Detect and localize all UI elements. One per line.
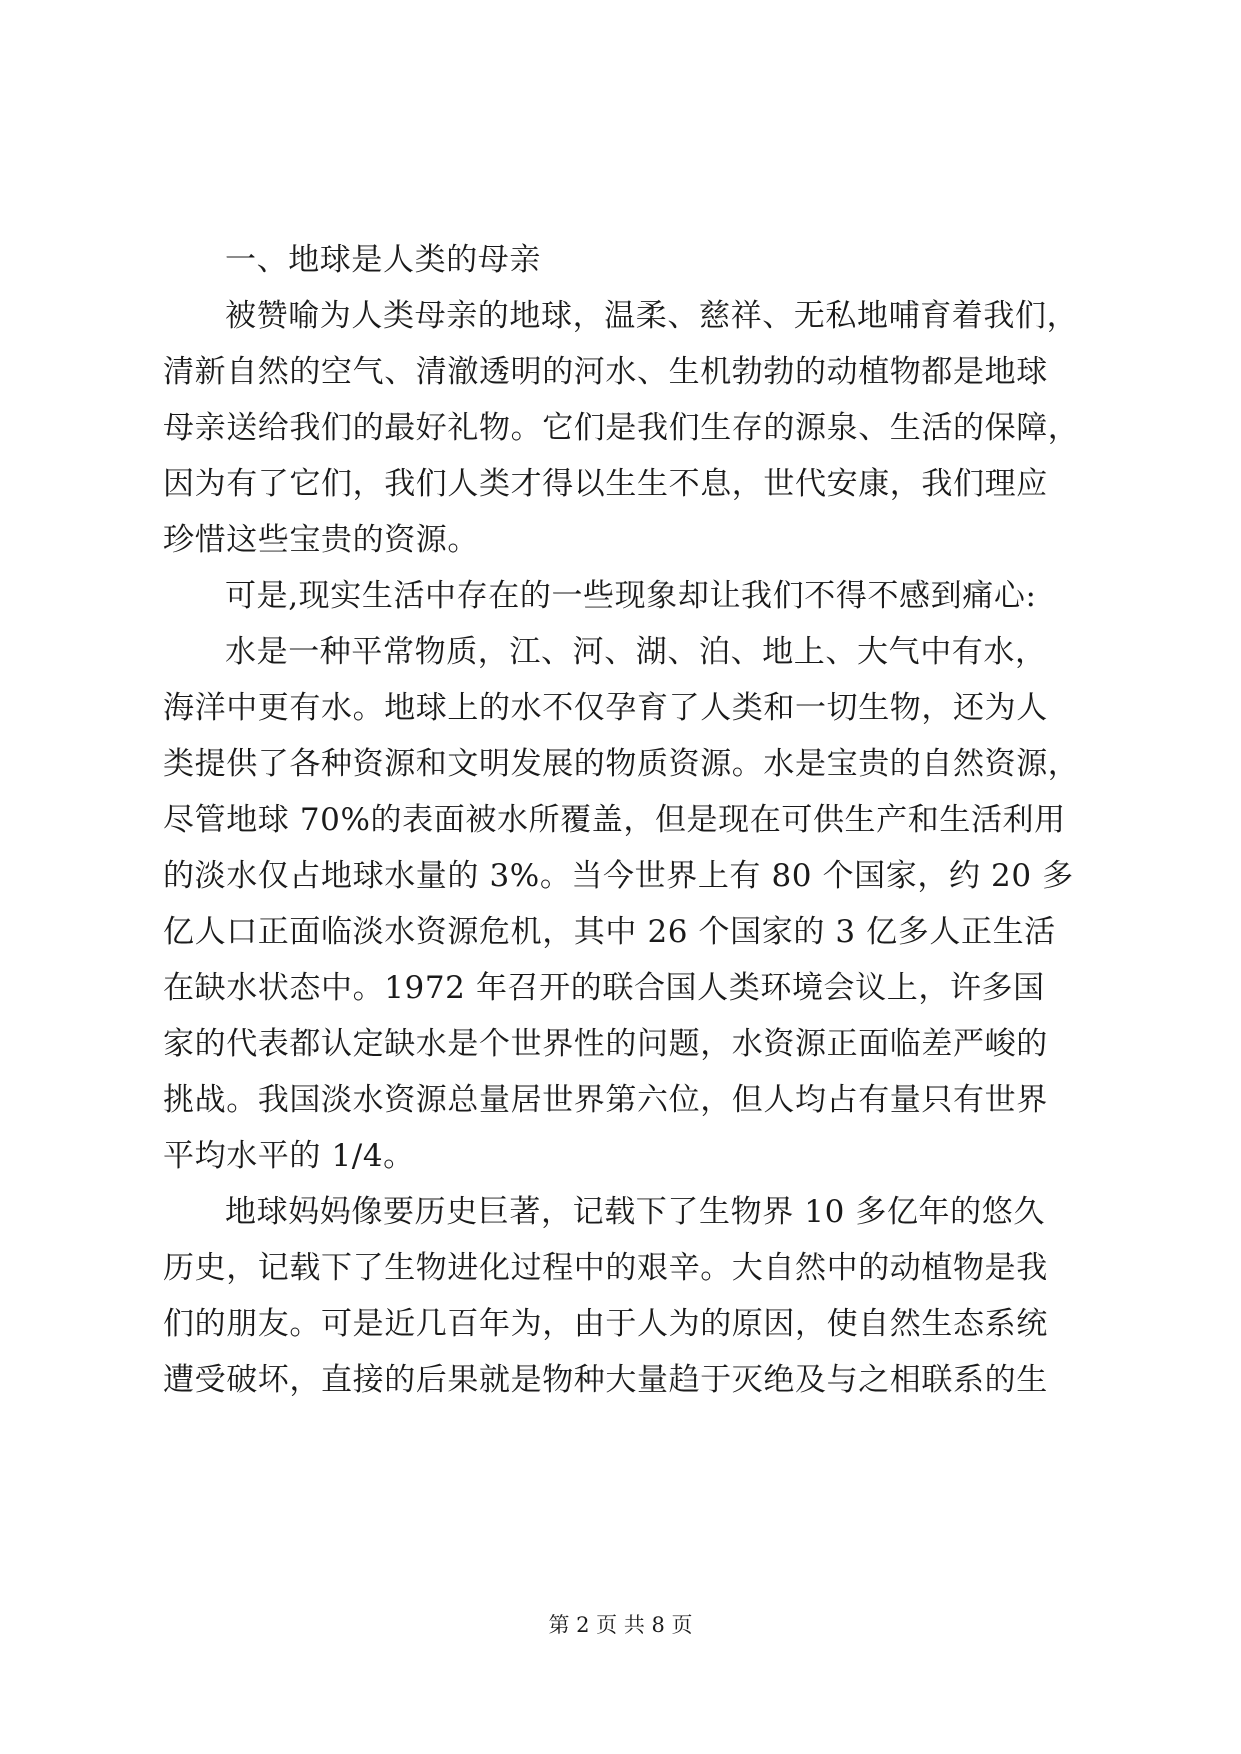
text-line: 地球妈妈像要历史巨著，记载下了生物界 10 多亿年的悠久	[225, 1194, 1045, 1230]
text-line: 历史，记载下了生物进化过程中的艰辛。大自然中的动植物是我	[163, 1250, 1048, 1286]
text-line: 水是一种平常物质，江、河、湖、泊、地上、大气中有水，	[225, 634, 1047, 670]
text-line: 可是,现实生活中存在的一些现象却让我们不得不感到痛心:	[225, 578, 1037, 614]
paragraph-biology	[163, 1184, 1081, 1408]
text-line: 们的朋友。可是近几百年为，由于人为的原因，使自然生态系统	[163, 1306, 1048, 1342]
text-line: 清新自然的空气、清澈透明的河水、生机勃勃的动植物都是地球	[163, 354, 1048, 390]
page-footer: 第 2 页 共 8 页	[548, 1613, 693, 1637]
text-line: 母亲送给我们的最好礼物。它们是我们生存的源泉、生活的保障，	[163, 410, 1080, 446]
text-line: 平均水平的 1/4。	[163, 1138, 415, 1174]
text-line: 被赞喻为人类母亲的地球，温柔、慈祥、无私地哺育着我们，	[225, 298, 1079, 334]
text-line: 在缺水状态中。1972 年召开的联合国人类环境会议上，许多国	[163, 970, 1045, 1006]
section-heading: 一、地球是人类的母亲	[225, 242, 541, 278]
text-line: 家的代表都认定缺水是个世界性的问题，水资源正面临差严峻的	[163, 1026, 1048, 1062]
text-line: 尽管地球 70%的表面被水所覆盖，但是现在可供生产和生活利用	[163, 802, 1066, 838]
text-line: 因为有了它们，我们人类才得以生生不息，世代安康，我们理应	[163, 466, 1048, 502]
text-line: 亿人口正面临淡水资源危机，其中 26 个国家的 3 亿多人正生活	[163, 914, 1056, 950]
text-line: 的淡水仅占地球水量的 3%。当今世界上有 80 个国家，约 20 多	[163, 858, 1074, 894]
paragraph-earth-mother	[163, 288, 1081, 568]
paragraph-reality	[163, 568, 1081, 624]
text-line: 遭受破坏，直接的后果就是物种大量趋于灭绝及与之相联系的生	[163, 1362, 1048, 1398]
text-line: 海洋中更有水。地球上的水不仅孕育了人类和一切生物，还为人	[163, 690, 1048, 726]
text-line: 类提供了各种资源和文明发展的物质资源。水是宝贵的自然资源，	[163, 746, 1080, 782]
document-body	[163, 232, 1081, 1408]
paragraph-water	[163, 624, 1081, 1184]
text-line: 珍惜这些宝贵的资源。	[163, 522, 479, 558]
text-line: 挑战。我国淡水资源总量居世界第六位，但人均占有量只有世界	[163, 1082, 1048, 1118]
